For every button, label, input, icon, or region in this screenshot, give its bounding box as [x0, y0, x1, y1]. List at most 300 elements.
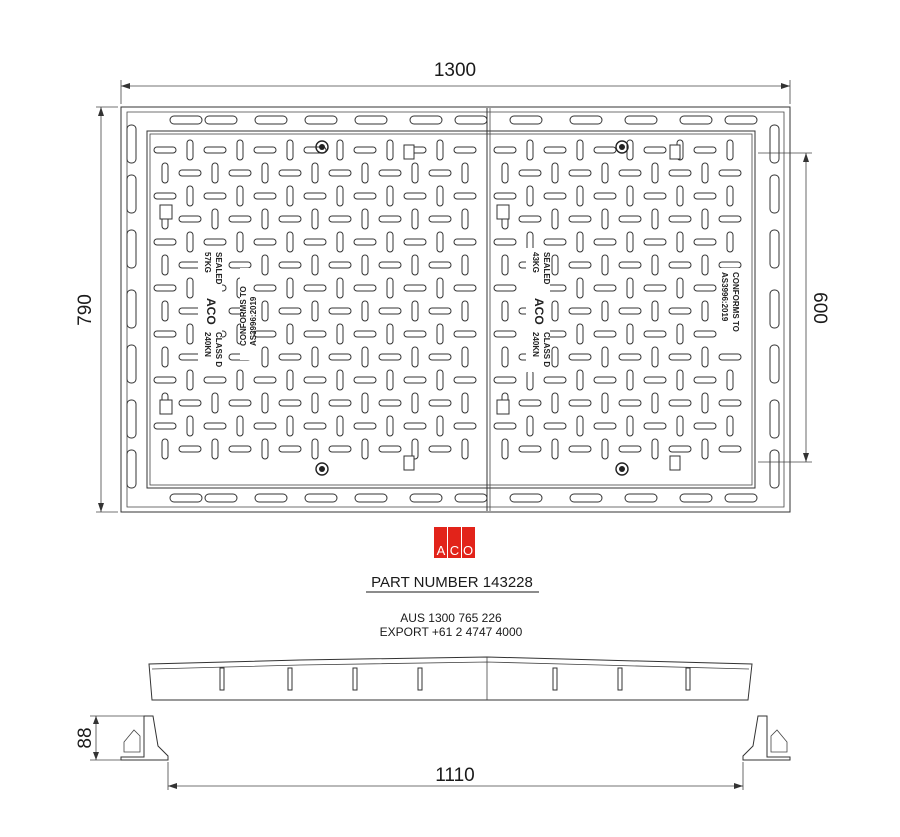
tread-bar — [652, 439, 658, 459]
tread-bar — [262, 393, 268, 413]
dimension-label-height: 790 — [75, 294, 96, 326]
tread-bar — [179, 354, 201, 360]
tread-bar — [577, 324, 583, 344]
tread-bar — [702, 163, 708, 183]
tread-bar — [569, 262, 591, 268]
frame-slot — [770, 450, 779, 488]
tread-bar — [552, 393, 558, 413]
marking-brand: ACO — [532, 298, 546, 325]
tread-bar — [669, 170, 691, 176]
width-dimension — [121, 60, 790, 104]
tread-bar — [287, 232, 293, 252]
tread-bar — [154, 331, 176, 337]
tread-bar — [329, 170, 351, 176]
locking-pocket — [497, 205, 509, 219]
section-view — [75, 657, 790, 790]
tread-bar — [677, 324, 683, 344]
tread-bar — [719, 170, 741, 176]
tread-bar — [362, 301, 368, 321]
tread-bar — [519, 170, 541, 176]
section-width-dimension — [168, 762, 743, 790]
tread-bar — [727, 140, 733, 160]
tread-bar — [387, 140, 393, 160]
plan-view — [75, 60, 830, 512]
tread-bar — [627, 370, 633, 390]
tread-bar — [619, 262, 641, 268]
tread-bar — [627, 416, 633, 436]
frame-section-left — [121, 716, 168, 760]
tread-bar — [652, 255, 658, 275]
tread-bar — [312, 163, 318, 183]
tread-bar — [229, 170, 251, 176]
tread-bar — [212, 439, 218, 459]
tread-bar — [337, 186, 343, 206]
tread-bar — [694, 193, 716, 199]
tread-bar — [354, 377, 376, 383]
tread-bar — [354, 423, 376, 429]
tread-bar — [694, 377, 716, 383]
tread-bar — [569, 400, 591, 406]
tread-bar — [429, 262, 451, 268]
tread-bar — [494, 239, 516, 245]
tread-bar — [404, 285, 426, 291]
tread-bar — [544, 193, 566, 199]
tread-bar — [154, 285, 176, 291]
tread-bar — [702, 209, 708, 229]
frame-slot — [305, 116, 337, 124]
tread-bar — [329, 446, 351, 452]
tread-bar — [677, 278, 683, 298]
tread-bar — [312, 255, 318, 275]
frame-slot — [127, 175, 136, 213]
tread-bar — [569, 354, 591, 360]
tread-bar — [594, 377, 616, 383]
tread-bar — [279, 308, 301, 314]
frame-slot — [455, 494, 487, 502]
tread-bar — [619, 400, 641, 406]
tread-bar — [552, 347, 558, 367]
tread-bar — [379, 446, 401, 452]
tread-bar — [262, 255, 268, 275]
tread-bar — [544, 147, 566, 153]
right-cover-marking — [526, 248, 551, 372]
tread-bar — [354, 331, 376, 337]
tread-bar — [187, 186, 193, 206]
frame-slot — [127, 290, 136, 328]
tread-bar — [379, 400, 401, 406]
tread-bar — [254, 285, 276, 291]
tread-bar — [162, 347, 168, 367]
tread-bar — [727, 416, 733, 436]
tread-bar — [354, 285, 376, 291]
logo-letter-o: O — [462, 543, 474, 558]
tread-bar — [677, 232, 683, 252]
tread-bar — [694, 331, 716, 337]
tread-bar — [569, 170, 591, 176]
tread-bar — [727, 186, 733, 206]
tread-bar — [412, 393, 418, 413]
tread-bar — [337, 232, 343, 252]
tread-bar — [527, 140, 533, 160]
tread-bar — [602, 163, 608, 183]
tread-bar — [437, 278, 443, 298]
tread-bar — [494, 147, 516, 153]
tread-bar — [694, 423, 716, 429]
tread-bar — [229, 216, 251, 222]
frame-slot — [725, 494, 757, 502]
depth-dimension — [75, 716, 144, 760]
tread-bar — [454, 239, 476, 245]
tread-bar — [719, 400, 741, 406]
tread-bar — [702, 393, 708, 413]
tread-bar — [669, 262, 691, 268]
tread-bar — [602, 301, 608, 321]
frame-slot — [255, 116, 287, 124]
tread-bar — [304, 423, 326, 429]
tread-bar — [594, 193, 616, 199]
marking-brand: ACO — [204, 298, 218, 325]
tread-bar — [237, 416, 243, 436]
tread-bar — [544, 423, 566, 429]
tread-bar — [312, 347, 318, 367]
tread-bar — [494, 377, 516, 383]
tread-bar — [212, 209, 218, 229]
tread-bar — [577, 140, 583, 160]
tread-bar — [454, 423, 476, 429]
marking-conforms: CONFORMS TO — [239, 286, 248, 346]
tread-bar — [379, 308, 401, 314]
tread-bar — [279, 216, 301, 222]
tread-bar — [304, 285, 326, 291]
tread-bar — [237, 370, 243, 390]
tread-bar — [694, 239, 716, 245]
tread-bar — [154, 423, 176, 429]
tread-bar — [677, 370, 683, 390]
marking-load: 240KN — [531, 332, 540, 357]
tread-bar — [462, 163, 468, 183]
tread-bar — [652, 301, 658, 321]
locking-pocket — [670, 456, 680, 470]
tread-bar — [154, 377, 176, 383]
tread-bar — [594, 331, 616, 337]
tread-bar — [437, 186, 443, 206]
frame-slot — [455, 116, 487, 124]
frame-slot — [625, 494, 657, 502]
tread-bar — [429, 170, 451, 176]
dimension-label-depth: 88 — [75, 727, 96, 749]
tread-bar — [204, 423, 226, 429]
tread-bar — [644, 285, 666, 291]
tread-bar — [494, 331, 516, 337]
tread-bar — [462, 439, 468, 459]
cover-rib — [288, 668, 292, 690]
frame-slot — [770, 125, 779, 163]
tread-bar — [162, 163, 168, 183]
cover-rib — [220, 668, 224, 690]
tread-bar — [179, 400, 201, 406]
contact-aus: AUS 1300 765 226 — [400, 611, 502, 625]
tread-bar — [694, 147, 716, 153]
tread-bar — [644, 193, 666, 199]
tread-bar — [454, 331, 476, 337]
tread-bar — [462, 301, 468, 321]
tread-bar — [229, 400, 251, 406]
tread-bar — [412, 347, 418, 367]
tread-bar — [669, 216, 691, 222]
tread-bar — [279, 400, 301, 406]
tread-bar — [502, 347, 508, 367]
tread-bar — [454, 285, 476, 291]
tread-bar — [454, 377, 476, 383]
tread-bar — [337, 278, 343, 298]
tread-bar — [552, 439, 558, 459]
tread-bar — [262, 163, 268, 183]
tread-bar — [254, 147, 276, 153]
tread-bar — [594, 285, 616, 291]
tread-bar — [154, 239, 176, 245]
tread-bar — [644, 331, 666, 337]
tread-bar — [594, 423, 616, 429]
tread-bar — [262, 439, 268, 459]
tread-bar — [279, 262, 301, 268]
frame-slot — [680, 494, 712, 502]
tread-bar — [279, 354, 301, 360]
tread-bar — [387, 416, 393, 436]
tread-bar — [437, 370, 443, 390]
marking-standard: AS3996:2019 — [249, 296, 258, 346]
tread-bar — [519, 446, 541, 452]
tread-bar — [437, 140, 443, 160]
tread-bar — [262, 347, 268, 367]
tread-bar — [404, 239, 426, 245]
tread-bar — [502, 301, 508, 321]
tread-bar — [187, 416, 193, 436]
tread-bar — [362, 393, 368, 413]
tread-bar — [287, 186, 293, 206]
tread-bar — [204, 193, 226, 199]
tread-bar — [237, 232, 243, 252]
tread-bar — [362, 209, 368, 229]
tread-bar — [494, 193, 516, 199]
tread-bar — [404, 331, 426, 337]
tread-bar — [287, 278, 293, 298]
marking-class: CLASS D — [214, 332, 223, 368]
tread-bar — [162, 255, 168, 275]
lifting-keyhole-icon — [616, 463, 628, 475]
tread-bar — [337, 370, 343, 390]
contact-export: EXPORT +61 2 4747 4000 — [379, 625, 523, 639]
tread-bar — [719, 216, 741, 222]
tread-bar — [577, 278, 583, 298]
locking-pocket — [160, 205, 172, 219]
frame-slot — [205, 494, 237, 502]
locking-pocket — [404, 145, 414, 159]
tread-bar — [287, 416, 293, 436]
tread-bar — [212, 163, 218, 183]
tread-bar — [462, 209, 468, 229]
tread-bar — [652, 163, 658, 183]
tread-bar — [312, 301, 318, 321]
tread-bar — [279, 446, 301, 452]
tread-bar — [627, 278, 633, 298]
tread-bar — [437, 324, 443, 344]
tread-bar — [544, 377, 566, 383]
tread-bar — [702, 439, 708, 459]
tread-bar — [154, 193, 176, 199]
aco-logo — [434, 527, 475, 558]
tread-bar — [552, 301, 558, 321]
frame-slot — [305, 494, 337, 502]
tread-bar — [502, 439, 508, 459]
tread-bar — [702, 347, 708, 367]
tread-bar — [727, 370, 733, 390]
marking-standard: AS3996:2019 — [720, 272, 729, 322]
tread-bar — [719, 354, 741, 360]
tread-bar — [179, 262, 201, 268]
tread-bar — [312, 209, 318, 229]
tread-bar — [362, 163, 368, 183]
tread-bar — [462, 347, 468, 367]
tread-bar — [627, 232, 633, 252]
frame-slot — [770, 345, 779, 383]
tread-bar — [312, 439, 318, 459]
cover-section — [149, 657, 752, 700]
tread-bar — [602, 255, 608, 275]
frame-slot — [570, 494, 602, 502]
tread-bar — [602, 439, 608, 459]
tread-bar — [727, 232, 733, 252]
tread-bar — [454, 147, 476, 153]
tread-bar — [187, 370, 193, 390]
tread-bar — [577, 186, 583, 206]
tread-bar — [187, 140, 193, 160]
tread-bar — [619, 354, 641, 360]
tread-bar — [594, 147, 616, 153]
frame-slot — [770, 290, 779, 328]
frame-slot — [680, 116, 712, 124]
tread-bar — [329, 308, 351, 314]
tread-bar — [462, 255, 468, 275]
tread-bar — [577, 416, 583, 436]
tread-bar — [254, 377, 276, 383]
part-number: PART NUMBER 143228 — [371, 574, 533, 591]
tread-bar — [527, 186, 533, 206]
tread-bar — [644, 423, 666, 429]
tread-bar — [569, 446, 591, 452]
tread-bar — [387, 278, 393, 298]
frame-slot — [255, 494, 287, 502]
tread-bar — [379, 354, 401, 360]
tread-bar — [187, 232, 193, 252]
frame-slot — [770, 230, 779, 268]
logo-letter-a: A — [436, 543, 446, 558]
tread-bar — [454, 193, 476, 199]
cover-rib — [418, 668, 422, 690]
frame-slot — [170, 494, 202, 502]
cover-rib — [553, 668, 557, 690]
tread-bar — [379, 170, 401, 176]
tread-bar — [619, 170, 641, 176]
tread-bar — [204, 377, 226, 383]
tread-bar — [602, 393, 608, 413]
tread-bar — [362, 347, 368, 367]
tread-bar — [702, 301, 708, 321]
marking-weight: 57KG — [203, 252, 212, 273]
tread-bar — [544, 239, 566, 245]
tread-bar — [229, 446, 251, 452]
tread-bar — [627, 186, 633, 206]
tread-bar — [312, 393, 318, 413]
frame-slot — [570, 116, 602, 124]
tread-bar — [719, 446, 741, 452]
tread-bar — [229, 262, 251, 268]
logo-letter-c: C — [449, 543, 460, 558]
tread-bar — [619, 308, 641, 314]
frame-section-right — [743, 716, 790, 760]
height-dimension — [75, 107, 118, 512]
marking-class: CLASS D — [542, 332, 551, 368]
tread-bar — [429, 354, 451, 360]
frame-slot — [355, 494, 387, 502]
tread-bar — [304, 193, 326, 199]
frame-slot — [355, 116, 387, 124]
tread-bar — [329, 354, 351, 360]
tread-bar — [519, 216, 541, 222]
tread-bar — [669, 446, 691, 452]
tread-bar — [162, 301, 168, 321]
tread-bar — [337, 140, 343, 160]
tread-bar — [404, 193, 426, 199]
tread-bar — [412, 209, 418, 229]
tread-bar — [337, 324, 343, 344]
tread-bar — [204, 147, 226, 153]
marking-load: 240KN — [203, 332, 212, 357]
tread-bar — [429, 446, 451, 452]
tread-bar — [437, 416, 443, 436]
tread-bar — [412, 163, 418, 183]
tread-bar — [412, 301, 418, 321]
locking-pocket — [670, 145, 680, 159]
tread-bar — [519, 400, 541, 406]
tread-bar — [179, 308, 201, 314]
dimension-label-section-width: 1110 — [435, 765, 475, 786]
tread-bar — [552, 255, 558, 275]
frame-slot — [127, 345, 136, 383]
tread-bar — [569, 216, 591, 222]
frame-slot — [127, 230, 136, 268]
tread-bar — [602, 209, 608, 229]
tread-bar — [387, 370, 393, 390]
lifting-keyhole-icon — [616, 141, 628, 153]
marking-sealed: SEALED — [214, 252, 223, 285]
tread-bar — [462, 393, 468, 413]
tread-bar — [594, 239, 616, 245]
locking-pocket — [497, 400, 509, 414]
tread-bar — [337, 416, 343, 436]
tread-bar — [502, 163, 508, 183]
frame-slot — [510, 116, 542, 124]
tread-bar — [644, 147, 666, 153]
frame-slot — [127, 450, 136, 488]
tread-bar — [287, 324, 293, 344]
tread-bar — [619, 216, 641, 222]
tread-bar — [354, 193, 376, 199]
tread-bar — [187, 324, 193, 344]
marking-conforms: CONFORMS TO — [731, 272, 740, 332]
tread-bar — [262, 301, 268, 321]
frame-slot — [127, 125, 136, 163]
tread-bar — [577, 232, 583, 252]
